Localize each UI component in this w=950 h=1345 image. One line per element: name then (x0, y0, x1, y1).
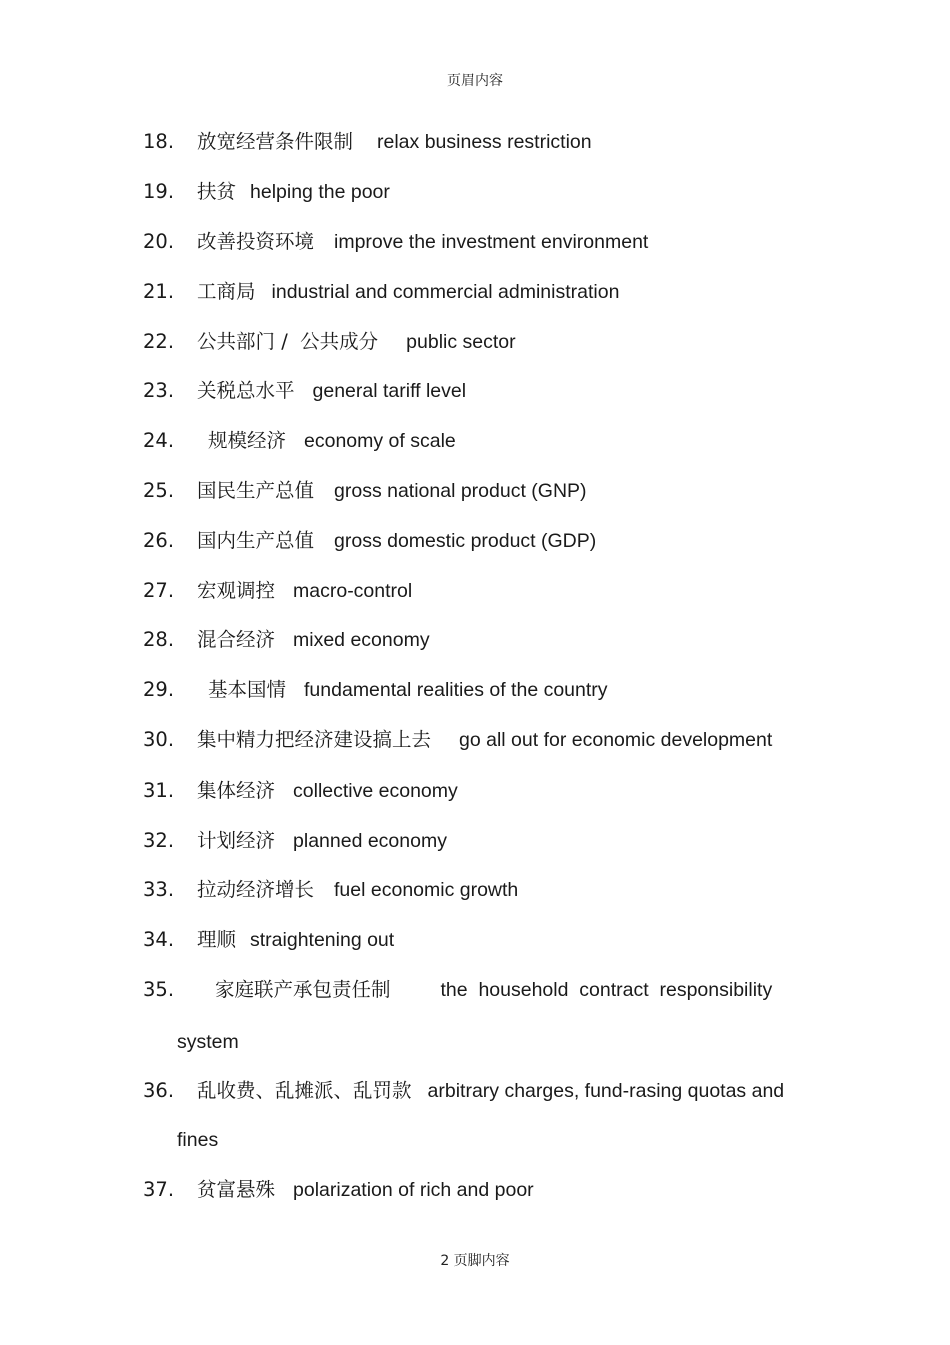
term-number: 30. (143, 728, 175, 751)
term-item (143, 878, 518, 902)
term-chinese: 放宽经营条件限制 (197, 130, 354, 153)
term-item (143, 479, 587, 503)
term-english: relax business restriction (377, 131, 592, 153)
term-item (143, 230, 648, 254)
term-chinese: 拉动经济增长 (197, 878, 315, 901)
term-chinese: 基本国情 (208, 678, 287, 701)
term-continuation: system (177, 1031, 239, 1053)
term-number: 21. (143, 280, 175, 303)
page-header: 页眉内容 (447, 73, 503, 89)
term-english: the household contract responsibility (440, 979, 773, 1001)
term-chinese: 宏观调控 (197, 579, 276, 602)
term-chinese: 计划经济 (197, 829, 276, 852)
term-item (143, 779, 458, 803)
term-number: 18. (143, 130, 175, 153)
term-item (143, 978, 772, 1002)
term-english: fuel economic growth (334, 879, 519, 901)
term-english: gross domestic product (GDP) (334, 530, 597, 552)
term-chinese: 关税总水平 (197, 379, 295, 402)
term-number: 35. (143, 978, 175, 1001)
term-number: 20. (143, 230, 175, 253)
term-item (143, 678, 608, 702)
term-item (143, 928, 394, 952)
term-chinese: 家庭联产承包责任制 (215, 978, 391, 1001)
term-english: mixed economy (293, 629, 430, 651)
term-number: 37. (143, 1178, 175, 1201)
term-chinese: 扶贫 (197, 180, 237, 203)
term-chinese: 公共部门 / 公共成分 (197, 330, 379, 353)
term-item (143, 130, 592, 154)
term-number: 36. (143, 1079, 175, 1102)
term-english: collective economy (293, 780, 458, 802)
term-chinese: 混合经济 (197, 628, 276, 651)
term-item (143, 429, 456, 453)
term-english: arbitrary charges, fund-rasing quotas and (427, 1080, 785, 1102)
term-item (143, 728, 772, 752)
term-number: 26. (143, 529, 175, 552)
term-number: 28. (143, 628, 175, 651)
term-english: go all out for economic development (459, 729, 773, 751)
term-chinese: 集体经济 (197, 779, 276, 802)
term-item (143, 1079, 784, 1103)
term-continuation: fines (177, 1129, 219, 1151)
term-english: macro-control (293, 580, 413, 602)
term-english: fundamental realities of the country (304, 679, 608, 701)
term-item (143, 1178, 534, 1202)
term-number: 23. (143, 379, 175, 402)
term-chinese: 贫富悬殊 (197, 1178, 276, 1201)
term-chinese: 规模经济 (208, 429, 287, 452)
term-chinese: 改善投资环境 (197, 230, 315, 253)
term-english: gross national product (GNP) (334, 480, 587, 502)
term-chinese: 理顺 (197, 928, 237, 951)
term-number: 33. (143, 878, 175, 901)
term-number: 29. (143, 678, 175, 701)
term-item (143, 579, 412, 603)
page-footer: 2 页脚内容 (440, 1253, 510, 1269)
term-item (143, 280, 619, 304)
term-item (143, 628, 430, 652)
term-number: 27. (143, 579, 175, 602)
term-english: helping the poor (250, 181, 390, 203)
term-english: public sector (406, 331, 516, 353)
term-chinese: 国内生产总值 (197, 529, 315, 552)
term-english: polarization of rich and poor (293, 1179, 534, 1201)
term-number: 32. (143, 829, 175, 852)
term-english: planned economy (293, 830, 447, 852)
term-item (143, 829, 447, 853)
term-item (143, 529, 596, 553)
term-chinese: 乱收费、乱摊派、乱罚款 (197, 1079, 412, 1102)
term-english: economy of scale (304, 430, 456, 452)
term-number: 22. (143, 330, 175, 353)
term-number: 25. (143, 479, 175, 502)
term-chinese: 工商局 (197, 280, 256, 303)
term-item (143, 180, 390, 204)
term-chinese: 国民生产总值 (197, 479, 315, 502)
term-chinese: 集中精力把经济建设搞上去 (197, 728, 432, 751)
term-number: 34. (143, 928, 175, 951)
term-number: 19. (143, 180, 175, 203)
term-item (143, 330, 516, 354)
term-number: 31. (143, 779, 175, 802)
term-english: industrial and commercial administration (271, 281, 620, 303)
term-english: improve the investment environment (334, 231, 649, 253)
term-english: straightening out (250, 929, 395, 951)
term-number: 24. (143, 429, 175, 452)
term-english: general tariff level (312, 380, 467, 402)
term-item (143, 379, 466, 403)
